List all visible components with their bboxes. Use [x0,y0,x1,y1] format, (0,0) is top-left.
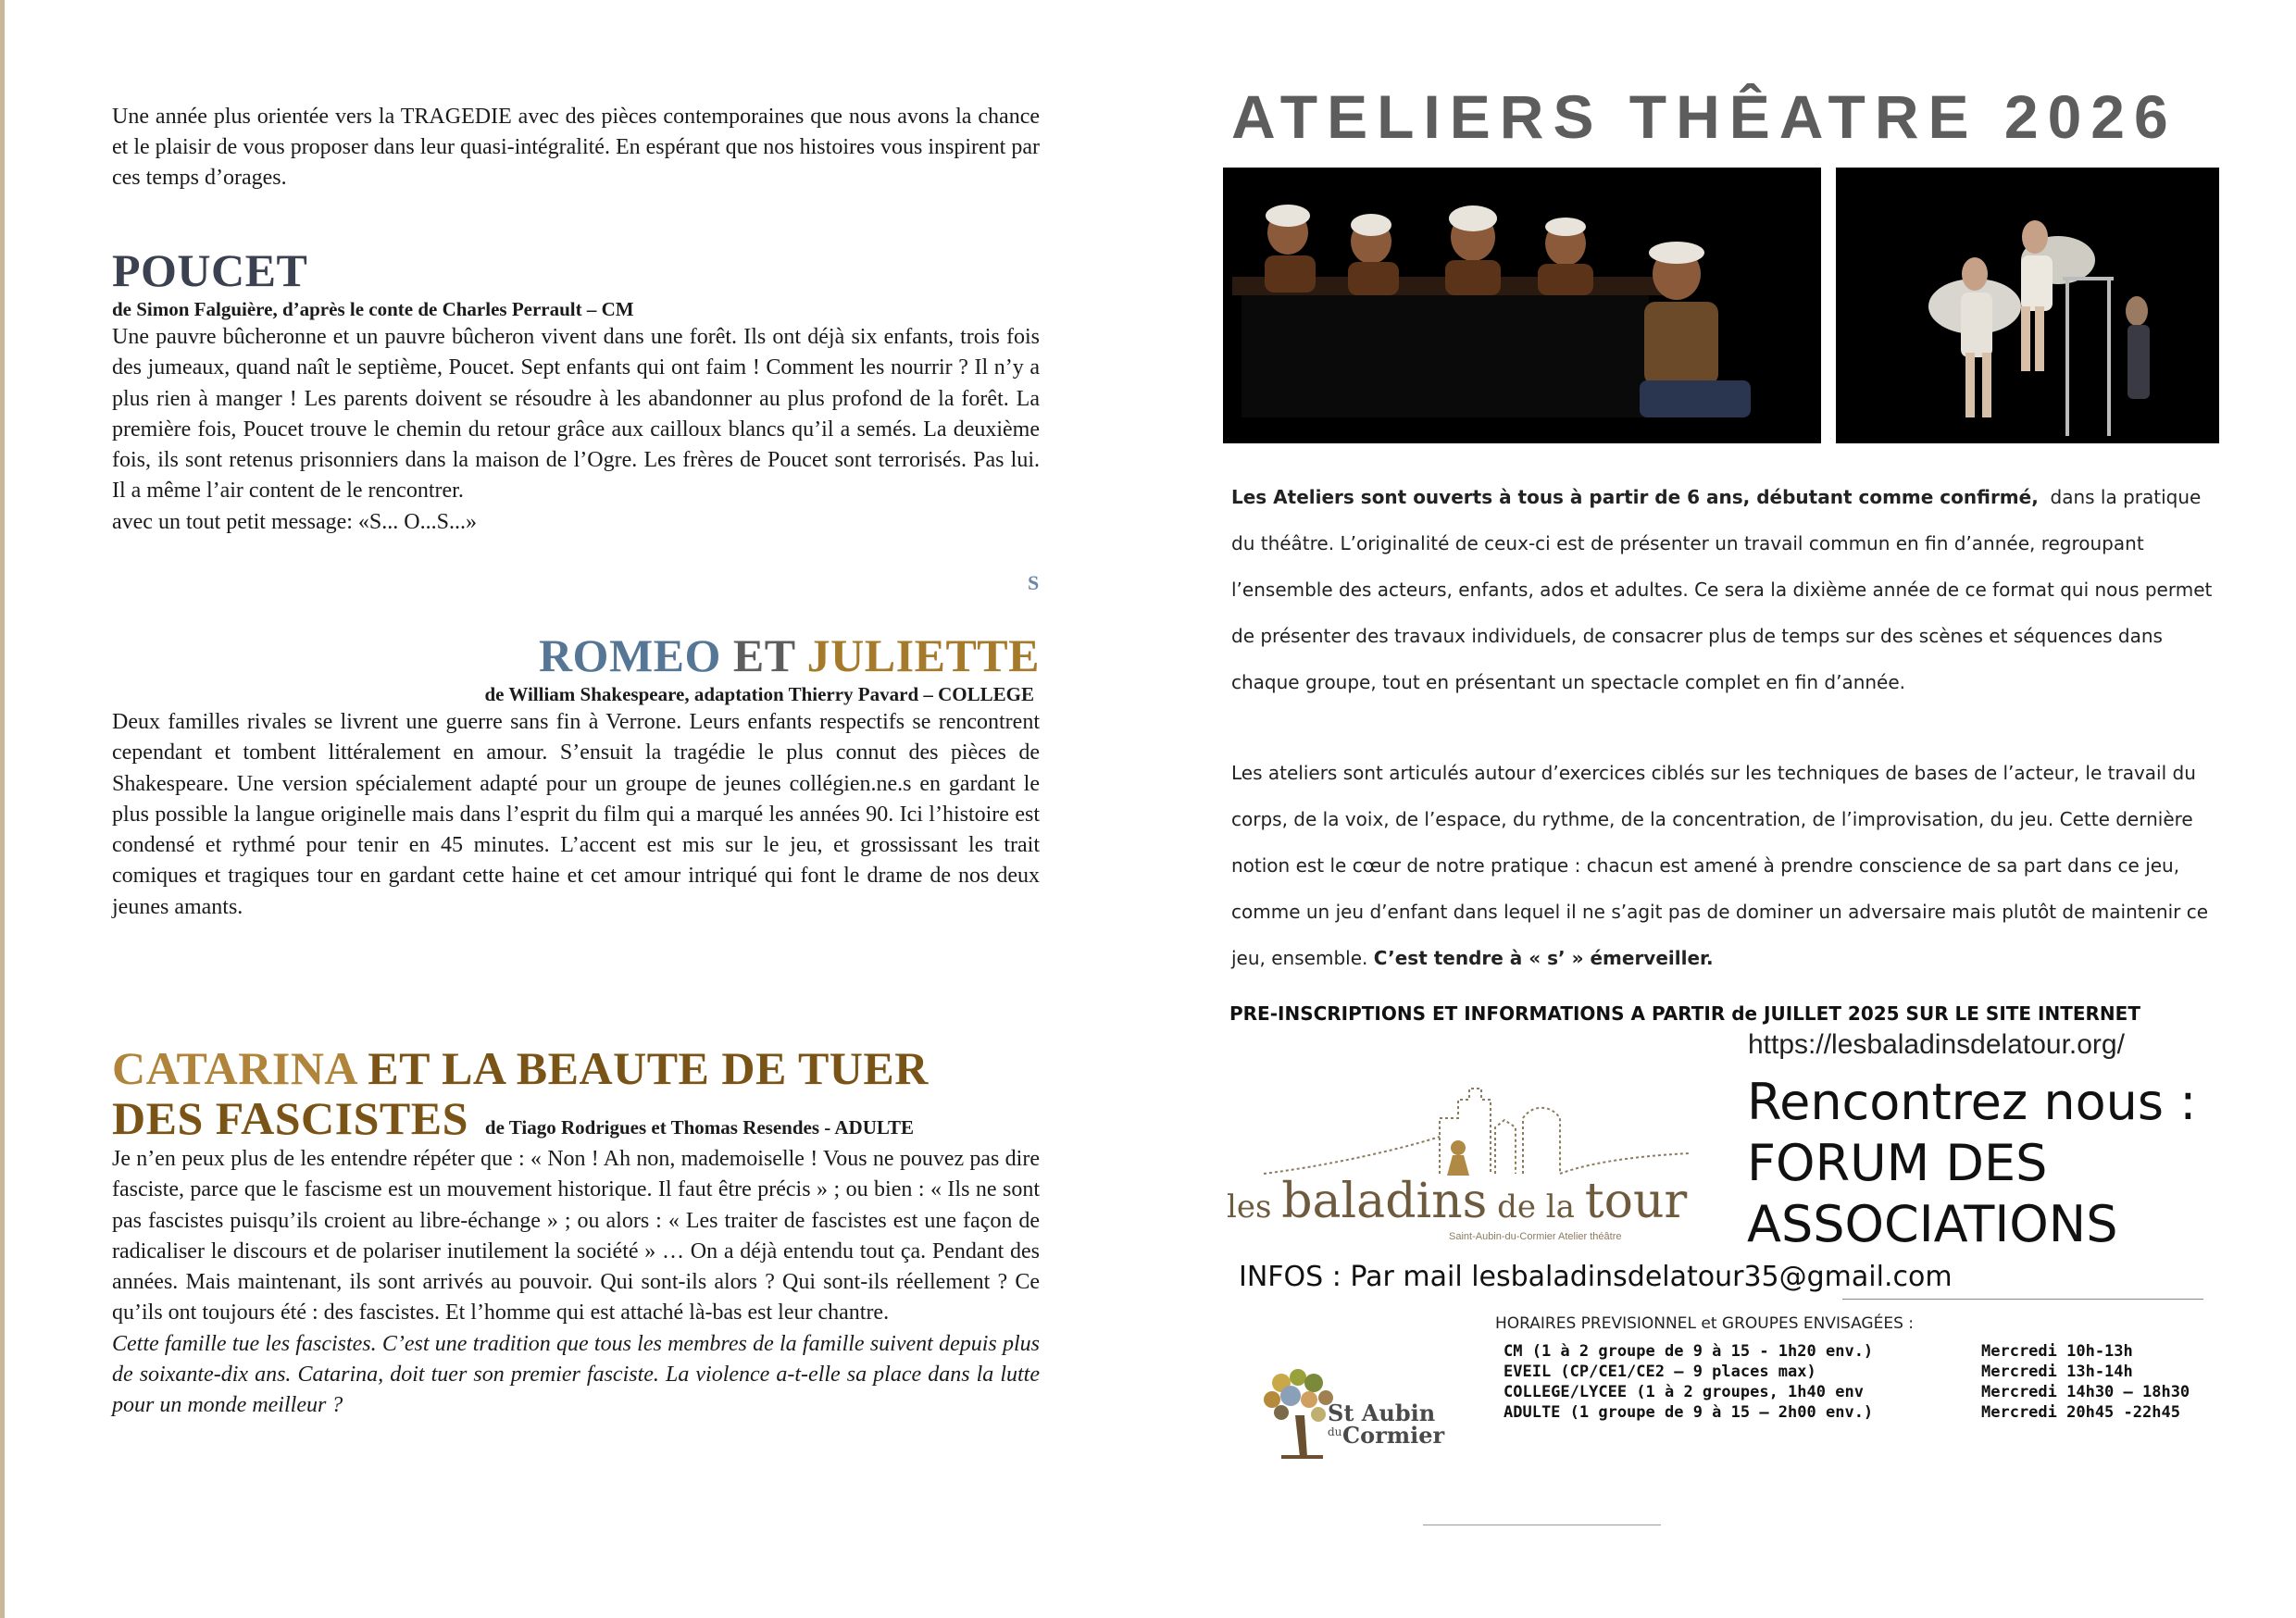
schedule-row [1504,1341,2133,1362]
forum-line-2: FORUM DES [1747,1134,2048,1192]
poucet-mark: S [1028,571,1040,594]
forum-line-1: Rencontrez nous : [1747,1073,2197,1131]
town-logo-line1: St Aubin [1328,1400,1436,1426]
logo-de-la: de la [1487,1189,1585,1226]
contact-email: INFOS : Par mail lesbaladinsdelatour35@gmail.com [1239,1261,1953,1293]
saint-aubin-logo [1254,1364,1445,1466]
poucet-body: Une pauvre bûcheronne et un pauvre bûcheron vivent dans une forêt. Ils ont déjà six enfants, trois fois des jumeaux, quand naît le septième, Poucet. Sept enfants qui ont faim ! Comment les nourrir ? Il n’y a plus rien à manger ! Les parents doivent se résoudre à les abandonner au plus profond de la forêt. La première fois, Poucet trouve le chemin du retour grâce aux cailloux blancs qu’il a semés. La deuxième fois, ils sont retenus prisonniers dans la maison de l’Ogre. Les frères de Poucet sont terrorisés. Pas lui. Il a même l’air content de le rencontrer. [112,325,1040,504]
schedule-table [1504,1341,2190,1423]
town-logo-line3: Cormier [1342,1422,1445,1449]
logo-tour: tour [1584,1174,1688,1229]
intro-block [112,102,1040,193]
schedule-group: COLLEGE/LYCEE (1 à 2 groupes, 1h40 env [1504,1383,1864,1401]
ateliers-method-paragraph [1231,750,2213,981]
catarina-title-rest: ET LA BEAUTE DE TUER [356,1042,929,1094]
logo-les: les [1227,1189,1282,1226]
intro-text: Une année plus orientée vers la TRAGEDIE avec des pièces contemporaines que nous avons la chance et le plaisir de vous proposer dans leur quasi-intégralité. En espérant que nos histoires vous inspirent par ces temps d’orages. [112,105,1040,190]
schedule-day: Mercredi 14h30 – 18h30 [1981,1383,2190,1401]
town-logo-line2: du [1328,1425,1342,1438]
romeo-byline: de William Shakespeare, adaptation Thierry Pavard – COLLEGE [484,683,1034,705]
catarina-title-fascistes: DES FASCISTES [112,1092,468,1144]
forum-line-3: ASSOCIATIONS [1747,1195,2118,1253]
preinscription-notice: PRE-INSCRIPTIONS ET INFORMATIONS A PARTIR de JUILLET 2025 SUR LE SITE INTERNET [1229,1002,2140,1025]
castle-tower-icon [1227,1081,1708,1183]
forum-announcement [1747,1072,2196,1255]
ateliers-motto: C’est tendre à « s’ » émerveiller. [1373,947,1714,969]
logo-baladins: baladins [1281,1174,1488,1229]
catarina-title-line2 [112,1092,1040,1144]
romeo-title-romeo: ROMEO [538,629,721,681]
ateliers-title: ATELIERS THÊATRE 2026 [1231,82,2177,151]
schedule-group: EVEIL (CP/CE1/CE2 – 9 places max) [1504,1363,1816,1381]
theatre-photo-angels-image [1836,168,2219,443]
catarina-byline: de Tiago Rodrigues et Thomas Resendes - ADULTE [484,1116,914,1139]
schedule-day: Mercredi 20h45 -22h45 [1981,1403,2180,1422]
romeo-title-juliette: JULIETTE [806,629,1040,681]
ateliers-intro-rest: dans la pratique du théâtre. L’originalité de ceux-ci est de présenter un travail commun en fin d’année, regroupant l’ensemble des acteurs, enfants, ados et adultes. Ce sera la dixième année de ce format qui nous permet de présenter des travaux individuels, de consacrer plus de temps sur des scènes et séquences dans chaque groupe, tout en présentant un spectacle complet en fin d’année. [1231,486,2218,693]
romeo-body: Deux familles rivales se livrent une guerre sans fin à Verrone. Leurs enfants respectifs se rencontrent cependant et tombent littéralement en amour. S’ensuit la tragédie le plus connut des pièces de Shakespeare. Une version spécialement adapté pour un groupe de jeunes collégien.ne.s en gardant le plus possible la langue originelle mais dans l’esprit du film qui a marqué les années 90. Ici l’histoire est condensé et rythmé pour tenir en 45 minutes. L’accent est mis sur le jeu, et grossissant les trait comiques et tragiques tour en gardant cette haine et cet amour intriqué qui font le drame de nos deux jeunes amants. [112,710,1040,919]
page-spine [0,0,5,1618]
schedule-row [1504,1382,2190,1402]
romeo-title-et: ET [720,629,807,681]
schedule-day: Mercredi 10h-13h [1981,1342,2133,1361]
schedule-row [1504,1362,2133,1382]
schedule-day: Mercredi 13h-14h [1981,1363,2133,1381]
baladins-logo-subtitle: Saint-Aubin-du-Cormier Atelier théâtre [1449,1231,1622,1242]
theatre-photo-table [1223,168,1821,443]
schedule-group: ADULTE (1 groupe de 9 à 15 – 2h00 env.) [1504,1403,1874,1422]
ateliers-intro-paragraph [1231,474,2218,705]
catarina-title [112,1042,1040,1094]
catarina-body: Je n’en peux plus de les entendre répéter que : « Non ! Ah non, mademoiselle ! Vous ne pouvez pas dire fasciste, parce que le fascisme est un mouvement historique. Il faut être précis » ; ou bien : « Ils ne sont pas fascistes puisqu’ils croient au libre-échange » ; ou alors : « Les traiter de fascistes est une façon de radicaliser le discours et de polariser inutilement la société » … On a déjà entendu tout ça. Pendant des années. Mais maintenant, ils sont arrivés au pouvoir. Qui sont-ils alors ? Qui sont-ils réellement ? Ce qu’ils ont toujours été : des fascistes. Et l’homme qui est attaché là-bas est leur chantre. [112,1147,1040,1326]
ateliers-method-text: Les ateliers sont articulés autour d’exercices ciblés sur les techniques de bases de l’acteur, le travail du corps, de la voix, de l’espace, du rythme, de la concentration, de l’improvisation, du jeu. Cette dernière notion est le cœur de notre pratique : chacun est amené à prendre conscience de sa part dans ce jeu, comme un jeu d’enfant dans lequel il ne s’agit pas de dominer un adversaire mais plutôt de maintenir ce jeu, ensemble. [1231,762,2208,969]
ateliers-intro-bold: Les Ateliers sont ouverts à tous à partir de 6 ans, débutant comme confirmé, [1231,486,2039,508]
schedule-title: HORAIRES PREVISIONNEL et GROUPES ENVISAGÉES : [1495,1314,1915,1333]
poucet-title: POUCET [112,244,308,296]
schedule-group: CM (1 à 2 groupe de 9 à 15 - 1h20 env.) [1504,1342,1874,1361]
email-underline [1842,1299,2203,1300]
baladins-logo [1227,1081,1708,1257]
baladins-logo-text [1227,1174,1687,1229]
section-catarina [112,1042,1040,1422]
section-romeo [112,629,1040,923]
theatre-photo-table-image [1223,168,1821,443]
theatre-photo-angels [1836,168,2219,443]
website-link[interactable]: https://lesbaladinsdelatour.org/ [1748,1029,2125,1060]
poucet-body-last: avec un tout petit message: «S... O...S...» [112,509,477,534]
romeo-title [112,629,1040,681]
section-poucet [112,244,1040,538]
poucet-byline: de Simon Falguière, d’après le conte de Charles Perrault – CM [112,298,634,320]
schedule-row [1504,1402,2180,1423]
catarina-title-name: CATARINA [112,1042,356,1094]
catarina-synopsis: Cette famille tue les fascistes. C’est une tradition que tous les membres de la famille suivent depuis plus de soixante-dix ans. Catarina, doit tuer son premier fasciste. La violence a-t-elle sa place dans la lutte pour un monde meilleur ? [112,1331,1040,1418]
